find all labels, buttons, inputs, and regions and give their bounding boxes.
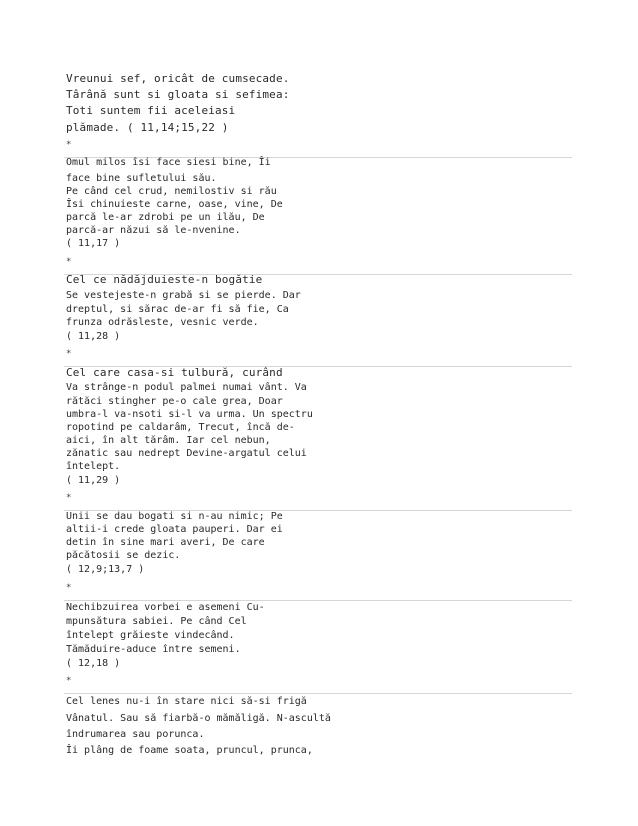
text-line: parcă le-ar zdrobi pe un ilău, De: [66, 212, 265, 223]
text-line: Cel lenes nu-i în stare nici să-si frigă: [66, 696, 307, 707]
section-separator-star: *: [66, 583, 72, 593]
text-line: plămade. ( 11,14;15,22 ): [66, 121, 229, 134]
section-separator-star: *: [66, 140, 72, 150]
text-line: păcătosii se dezic.: [66, 550, 181, 561]
text-line: ( 11,28 ): [66, 331, 121, 342]
text-line: dreptul, si sărac de-ar fi să fie, Ca: [66, 304, 289, 315]
text-line: Omul milos îsi face siesi bine, Îi: [66, 157, 271, 168]
text-line: întelept grăieste vindecând.: [66, 630, 235, 641]
section-separator-star: *: [66, 257, 72, 267]
text-line: rătăci stingher pe-o cale grea, Doar: [66, 396, 283, 407]
text-line: Nechibzuirea vorbei e asemeni Cu-: [66, 602, 265, 613]
text-line: parcă-ar năzui să le-nvenine.: [66, 225, 241, 236]
text-line: detin în sine mari averi, De care: [66, 537, 265, 548]
text-line: ( 11,29 ): [66, 475, 121, 486]
text-line: Se vestejeste-n grabă si se pierde. Dar: [66, 290, 301, 301]
text-line: aici, în alt tărâm. Iar cel nebun,: [66, 435, 271, 446]
text-line: Îi plâng de foame soata, pruncul, prunca,: [66, 745, 313, 756]
text-line: Cel care casa-si tulbură, curând: [66, 366, 283, 379]
section-separator-star: *: [66, 676, 72, 686]
text-line: Va strânge-n podul palmei numai vânt. Va: [66, 382, 307, 393]
section-separator-star: *: [66, 493, 72, 503]
text-line: Târână sunt si gloata si sefimea:: [66, 88, 290, 101]
text-line: Pe când cel crud, nemilostiv si rău: [66, 186, 277, 197]
text-line: îndrumarea sau porunca.: [66, 729, 205, 740]
text-line: zănatic sau nedrept Devine-argatul celui: [66, 448, 307, 459]
text-line: Unii se dau bogati si n-au nimic; Pe: [66, 511, 283, 522]
text-line: umbra-l va-nsoti si-l va urma. Un spectru: [66, 409, 313, 420]
text-line: face bine sufletului său.: [66, 173, 217, 184]
text-line: Vreunui sef, oricât de cumsecade.: [66, 72, 290, 85]
text-line: Toti suntem fii aceleiasi: [66, 104, 236, 117]
section-separator-star: *: [66, 349, 72, 359]
text-line: Vânatul. Sau să fiarbă-o mămăligă. N-ascultă: [66, 713, 331, 724]
text-line: ( 12,18 ): [66, 658, 121, 669]
text-line: ( 12,9;13,7 ): [66, 564, 145, 575]
text-line: Cel ce nădăjduieste-n bogătie: [66, 273, 263, 286]
text-line: întelept.: [66, 461, 121, 472]
text-line: Îsi chinuieste carne, oase, vine, De: [66, 199, 283, 210]
text-line: frunza odrăsleste, vesnic verde.: [66, 317, 259, 328]
divider-rule: [64, 600, 572, 601]
text-line: ( 11,17 ): [66, 238, 121, 249]
text-line: ropotind pe caldarâm, Trecut, încă de-: [66, 422, 295, 433]
text-line: altii-i crede gloata pauperi. Dar ei: [66, 524, 283, 535]
text-line: Tămăduire-aduce între semeni.: [66, 644, 241, 655]
divider-rule: [64, 693, 572, 694]
text-line: mpunsătura sabiei. Pe când Cel: [66, 616, 247, 627]
